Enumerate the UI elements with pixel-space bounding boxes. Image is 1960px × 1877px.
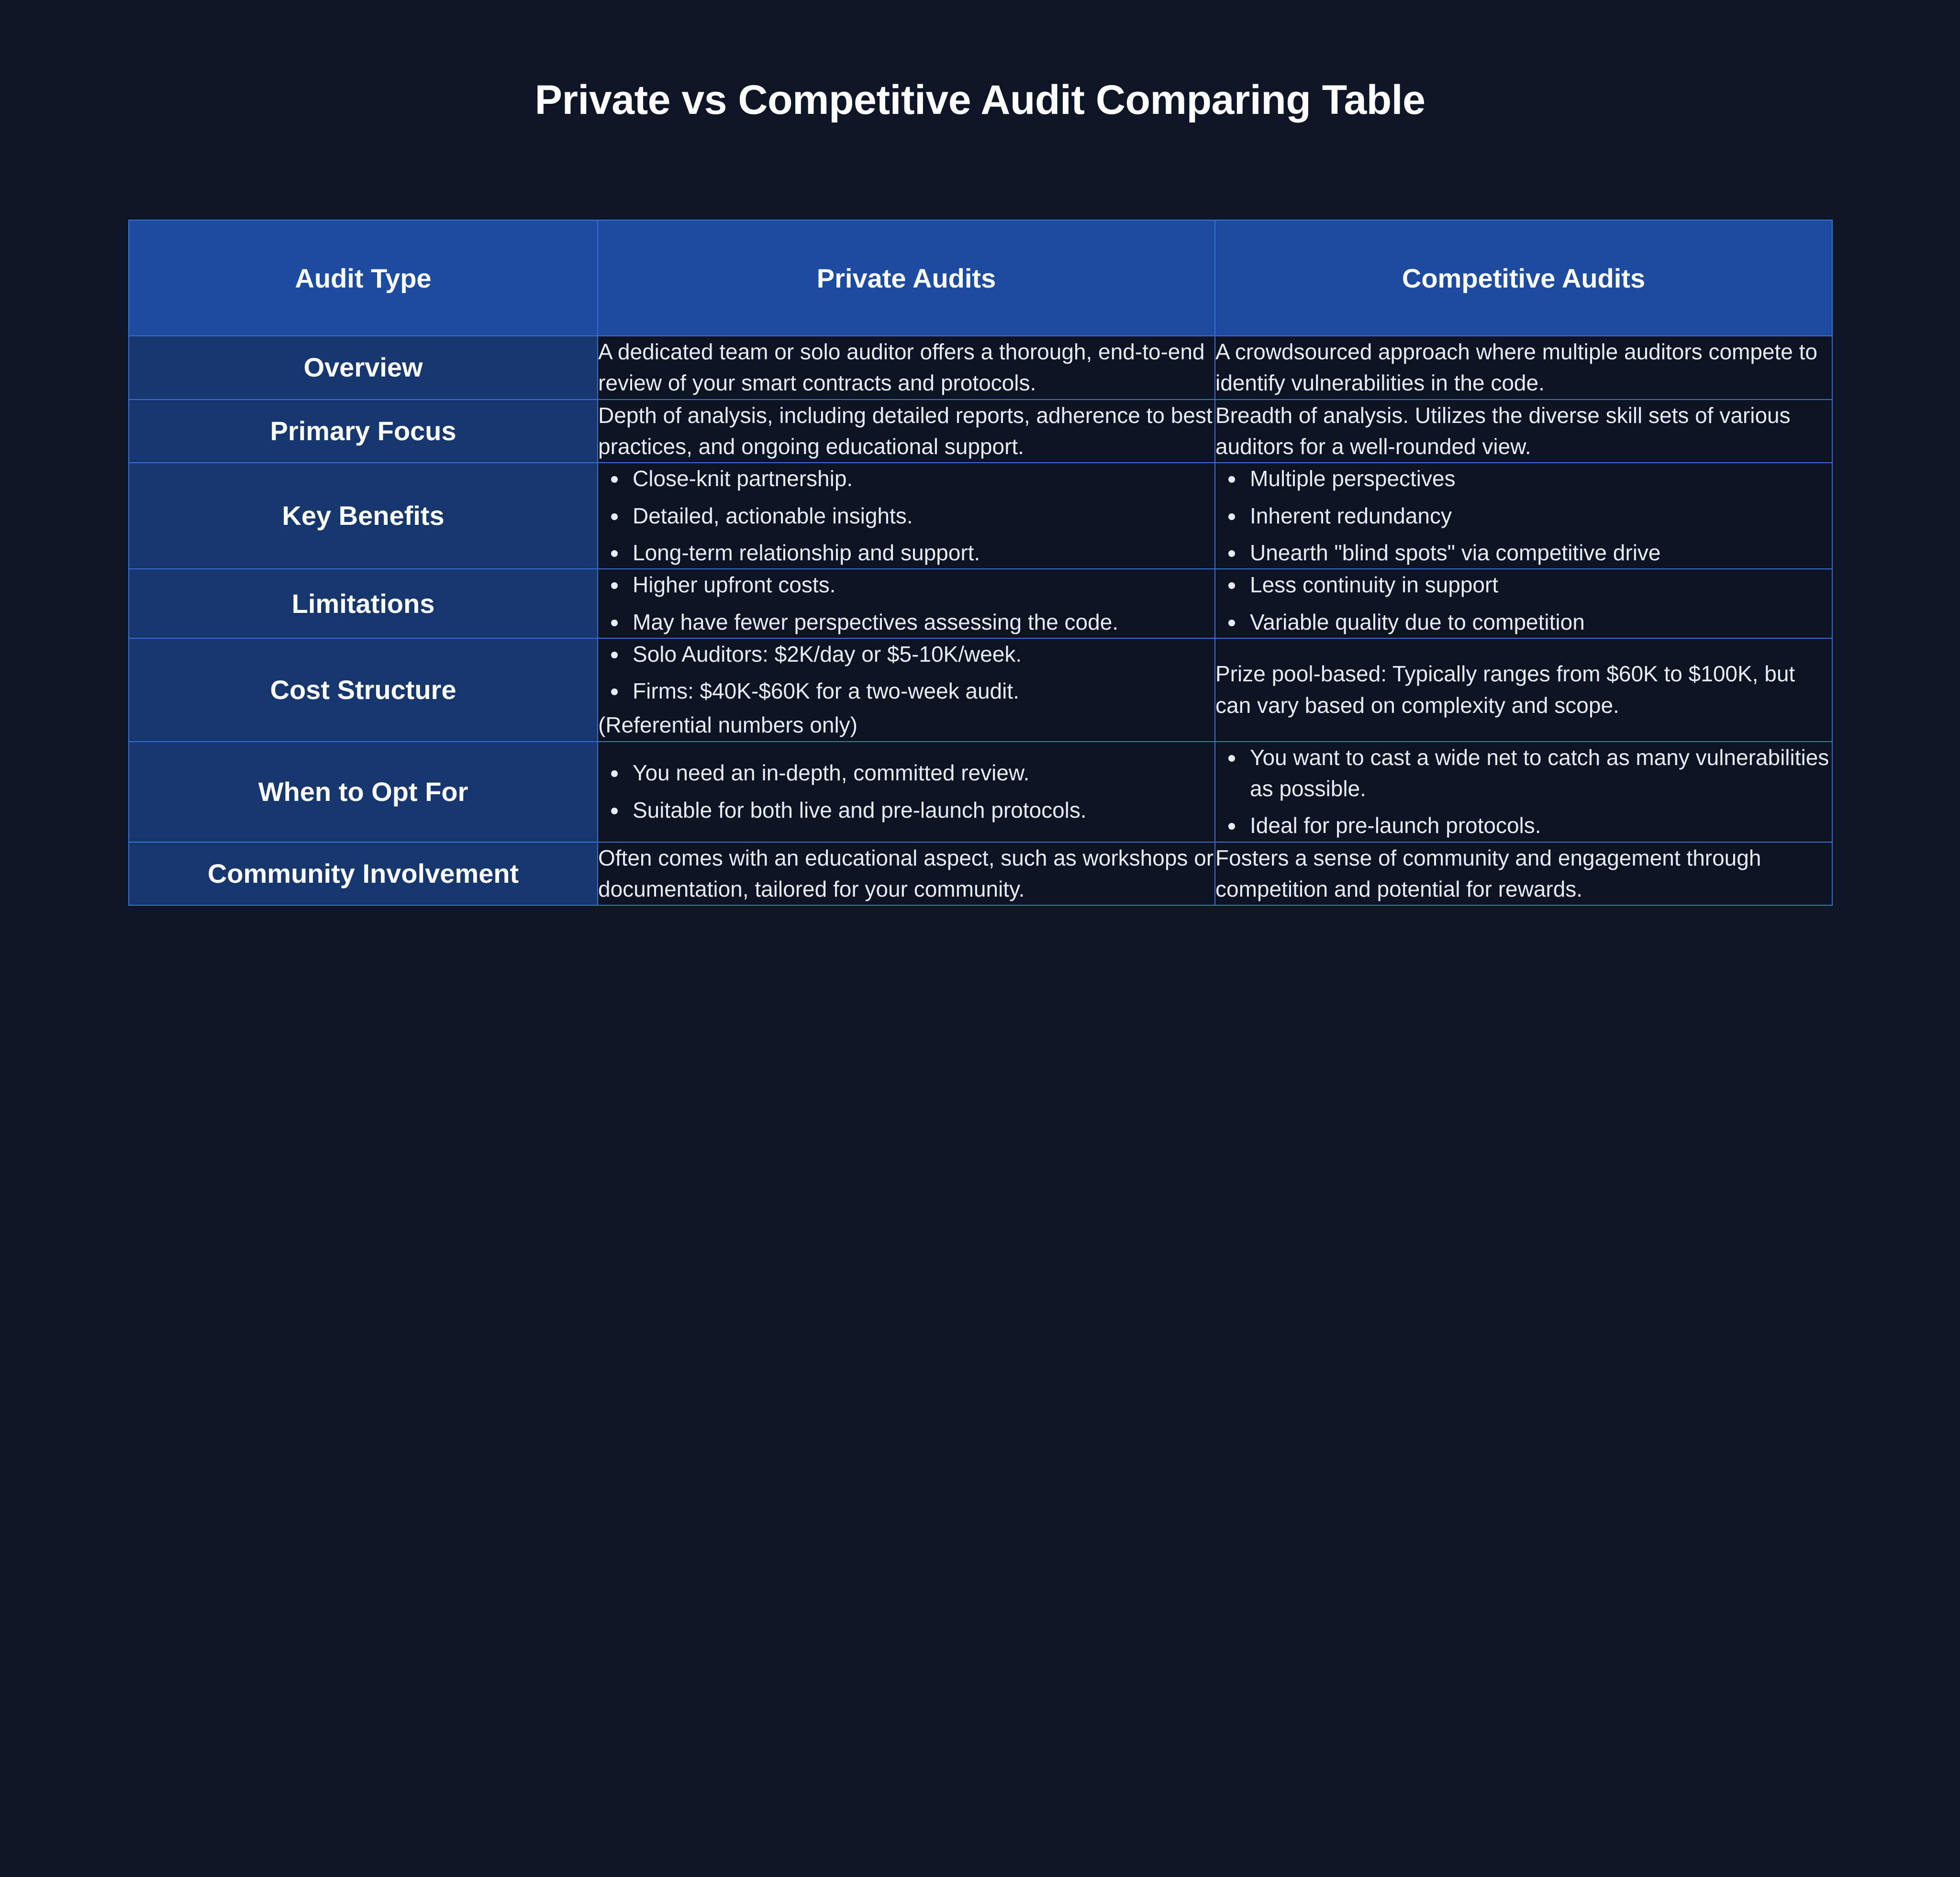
table-row — [129, 638, 1832, 742]
list-item: • Close-knit partnership. — [628, 463, 1214, 494]
cell-limitations-private — [598, 569, 1215, 638]
list-item: • You want to cast a wide net to catch as many vulnerabilities as possible. — [1245, 742, 1832, 805]
bullet-list — [598, 757, 1214, 826]
cell-primary-focus-competitive — [1215, 400, 1832, 463]
page-title: Private vs Competitive Audit Comparing Table — [535, 77, 1425, 123]
cell-primary-focus-private — [598, 400, 1215, 463]
table-header — [129, 220, 1832, 336]
bullet-list — [598, 569, 1214, 638]
list-item: • Higher upfront costs. — [628, 569, 1214, 600]
table-row — [129, 842, 1832, 906]
table-row — [129, 336, 1832, 400]
row-label-overview: Overview — [129, 336, 598, 400]
table-row — [129, 569, 1832, 638]
list-item: • Solo Auditors: $2K/day or $5-10K/week. — [628, 639, 1214, 670]
table-header-row — [129, 220, 1832, 336]
list-item: • Unearth "blind spots" via competitive drive — [1245, 537, 1832, 568]
row-label-when-to-opt-for: When to Opt For — [129, 742, 598, 842]
cell-key-benefits-competitive — [1215, 463, 1832, 569]
bullet-list — [1215, 463, 1832, 568]
bullet-list — [1215, 569, 1832, 638]
cell-text: Depth of analysis, including detailed reports, adherence to best practices, and ongoing educational support. — [598, 402, 1213, 459]
list-item: • Suitable for both live and pre-launch protocols. — [628, 795, 1214, 826]
list-item: • You need an in-depth, committed review. — [628, 757, 1214, 789]
row-label-cost-structure: Cost Structure — [129, 638, 598, 742]
bullet-list — [598, 639, 1214, 707]
cell-when-to-opt-for-private — [598, 742, 1215, 842]
list-item: • Multiple perspectives — [1245, 463, 1832, 494]
comparison-table — [128, 220, 1833, 906]
cell-when-to-opt-for-competitive — [1215, 742, 1832, 842]
cell-limitations-competitive — [1215, 569, 1832, 638]
cell-text: Fosters a sense of community and engagement through competition and potential for rewards. — [1215, 845, 1761, 901]
table-row — [129, 463, 1832, 569]
cell-cost-structure-competitive — [1215, 638, 1832, 742]
comparison-table-wrapper — [128, 220, 1832, 906]
column-header-competitive-audits: Competitive Audits — [1215, 220, 1832, 336]
cell-text: Prize pool-based: Typically ranges from $60K to $100K, but can vary based on complexity and scope. — [1215, 661, 1795, 718]
list-item: • Long-term relationship and support. — [628, 537, 1214, 568]
list-item: • Variable quality due to competition — [1245, 607, 1832, 638]
cell-overview-private — [598, 336, 1215, 400]
cell-text: Breadth of analysis. Utilizes the diverse skill sets of various auditors for a well-rounded view. — [1215, 402, 1791, 459]
list-item: • Ideal for pre-launch protocols. — [1245, 810, 1832, 841]
cell-cost-structure-private — [598, 638, 1215, 742]
list-item: • Less continuity in support — [1245, 569, 1832, 600]
cell-community-involvement-competitive — [1215, 842, 1832, 906]
row-label-primary-focus: Primary Focus — [129, 400, 598, 463]
cell-text: A crowdsourced approach where multiple auditors compete to identify vulnerabilities in the code. — [1215, 339, 1818, 396]
row-label-key-benefits: Key Benefits — [129, 463, 598, 569]
table-row — [129, 400, 1832, 463]
cell-key-benefits-private — [598, 463, 1215, 569]
bullet-list — [598, 463, 1214, 568]
cell-overview-competitive — [1215, 336, 1832, 400]
table-body — [129, 336, 1832, 905]
list-item: • Detailed, actionable insights. — [628, 500, 1214, 532]
cell-text: Often comes with an educational aspect, such as workshops or documentation, tailored for your community. — [598, 845, 1214, 901]
column-header-audit-type: Audit Type — [129, 220, 598, 336]
row-label-community-involvement: Community Involvement — [129, 842, 598, 906]
cell-community-involvement-private — [598, 842, 1215, 906]
table-row — [129, 742, 1832, 842]
list-item: • Firms: $40K-$60K for a two-week audit. — [628, 676, 1214, 707]
row-label-limitations: Limitations — [129, 569, 598, 638]
bullet-list — [1215, 742, 1832, 842]
list-item: • May have fewer perspectives assessing the code. — [628, 607, 1214, 638]
list-item: • Inherent redundancy — [1245, 500, 1832, 532]
column-header-private-audits: Private Audits — [598, 220, 1215, 336]
cost-structure-note: (Referential numbers only) — [598, 712, 858, 738]
cell-text: A dedicated team or solo auditor offers a thorough, end-to-end review of your smart contracts and protocols. — [598, 339, 1205, 396]
